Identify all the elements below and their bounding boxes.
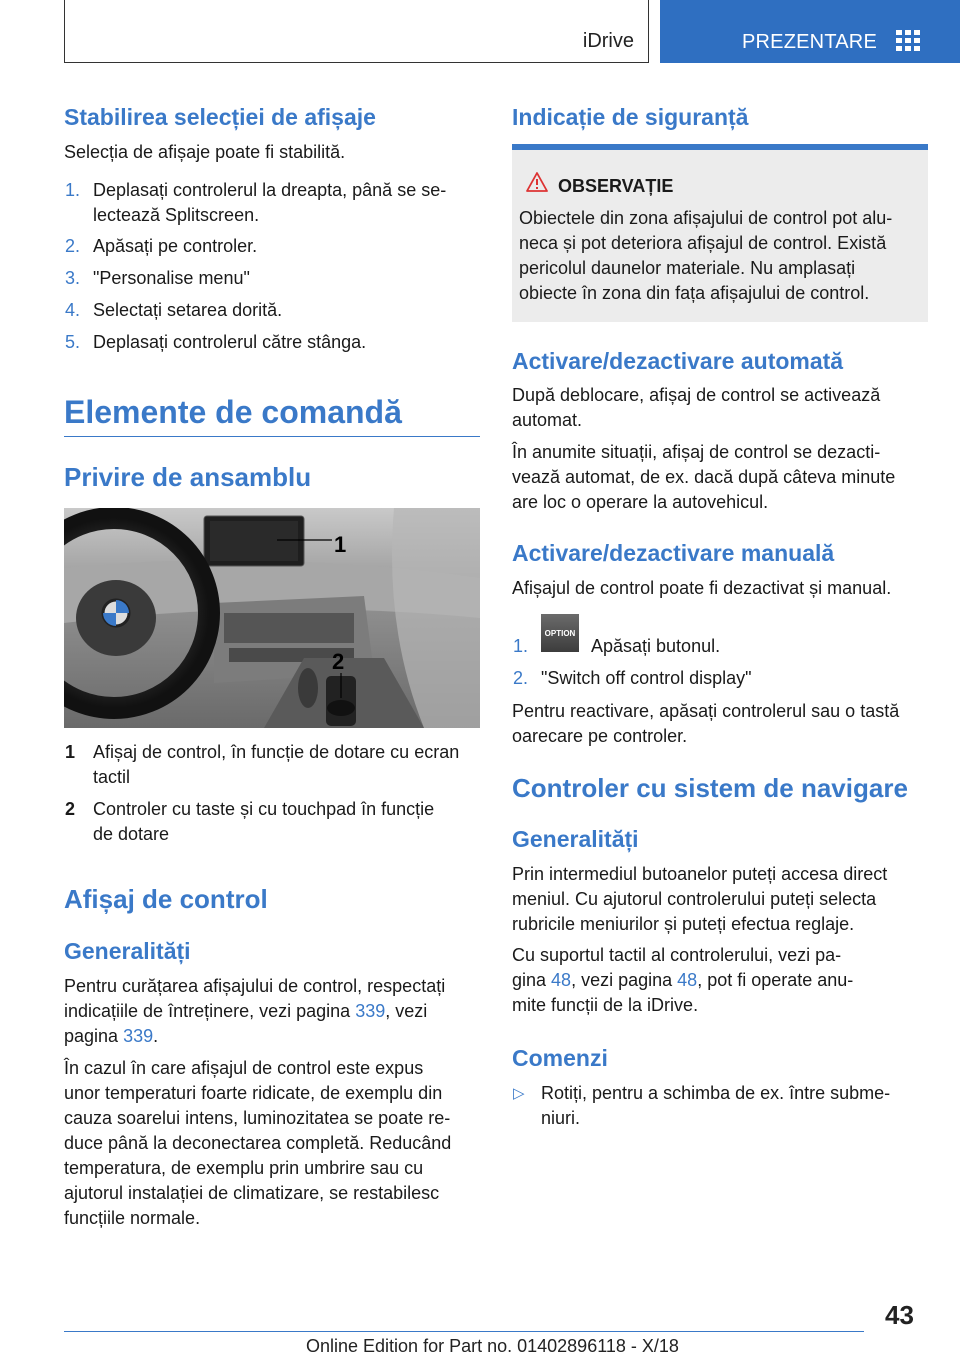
step-number: 1. bbox=[65, 180, 81, 200]
heading-comenzi: Comenzi bbox=[512, 1045, 608, 1071]
warning-title: OBSERVAȚIE bbox=[558, 176, 674, 196]
warning-text bbox=[519, 206, 924, 306]
text-span: indicațiile de întreținere, vezi pagina bbox=[64, 1001, 356, 1021]
callout-2: 2 bbox=[332, 649, 345, 674]
legend-text: Controler cu taste și cu touchpad în funcție bbox=[93, 799, 435, 819]
text-line: vează automat, de ex. dacă după câteva minute bbox=[512, 467, 896, 487]
text-line: După deblocare, afișaj de control se activează bbox=[512, 385, 881, 405]
text-line: are loc o operare la autovehicul. bbox=[512, 492, 769, 512]
step-text: niuri. bbox=[541, 1108, 581, 1128]
text-span: , pot fi operate anu‐ bbox=[697, 970, 854, 990]
heading-generalitati-left: Generalități bbox=[64, 938, 191, 964]
grid-menu-icon bbox=[896, 30, 920, 50]
paragraph-stabilire: Selecția de afișaje poate fi stabilită. bbox=[64, 142, 346, 162]
text-line: mite funcții de la iDrive. bbox=[512, 995, 699, 1015]
paragraph-generalitati-1 bbox=[512, 862, 932, 937]
heading-manual: Activare/dezactivare manuală bbox=[512, 540, 835, 566]
step-text: "Switch off control display" bbox=[541, 668, 752, 688]
text-line: Cu suportul tactil al controlerului, vezi pa‐ bbox=[512, 945, 842, 965]
text-line: neca și pot deteriora afișajul de control. Există bbox=[519, 233, 887, 253]
step-text: Selectați setarea dorită. bbox=[93, 300, 283, 320]
step-number: 4. bbox=[65, 300, 81, 320]
text-span: . bbox=[153, 1026, 159, 1046]
footer-edition: Online Edition for Part no. 01402896118 - X/18 bbox=[306, 1336, 679, 1356]
heading-rule bbox=[64, 436, 480, 437]
text-line: ajutorul instalației de climatizare, se restabilesc bbox=[64, 1183, 440, 1203]
text-line: funcțiile normale. bbox=[64, 1208, 201, 1228]
header-section-box bbox=[64, 0, 649, 63]
heading-privire: Privire de ansamblu bbox=[64, 462, 312, 492]
heading-elemente: Elemente de comandă bbox=[64, 394, 402, 430]
step-number: 1. bbox=[513, 636, 529, 656]
text-line: pericolul daunelor materiale. Nu amplasați bbox=[519, 258, 856, 278]
step-text: Apăsați pe controler. bbox=[93, 236, 258, 256]
text-line: automat. bbox=[512, 410, 583, 430]
warning-icon bbox=[526, 172, 548, 192]
text-line: cauza soarelui intens, luminozitatea se poate re‐ bbox=[64, 1108, 451, 1128]
text-line bbox=[64, 999, 484, 1024]
heading-controler: Controler cu sistem de navigare bbox=[512, 773, 908, 803]
option-button-icon[interactable]: OPTION bbox=[541, 614, 579, 652]
step-number: 2. bbox=[65, 236, 81, 256]
text-line: În anumite situații, afișaj de control se dezacti‐ bbox=[512, 442, 881, 462]
paragraph-auto-2 bbox=[512, 440, 932, 515]
text-line: oarecare pe controler. bbox=[512, 726, 688, 746]
text-line bbox=[512, 968, 932, 993]
text-line: Prin intermediul butoanelor puteți accesa direct bbox=[512, 864, 888, 884]
legend-number: 1 bbox=[65, 742, 76, 762]
step-text: Apăsați butonul. bbox=[591, 636, 721, 656]
header-chapter-title: PREZENTARE bbox=[742, 31, 877, 53]
text-line: meniul. Cu ajutorul controlerului puteți selecta bbox=[512, 889, 877, 909]
text-line: Obiectele din zona afișajului de control pot alu‐ bbox=[519, 208, 893, 228]
page-link[interactable]: 339 bbox=[355, 1001, 386, 1021]
page-link[interactable]: 339 bbox=[123, 1026, 154, 1046]
step-number: 2. bbox=[513, 668, 529, 688]
heading-generalitati-right: Generalități bbox=[512, 826, 639, 852]
step-number: 3. bbox=[65, 268, 81, 288]
text-line: Pentru reactivare, apăsați controlerul sau o tastă bbox=[512, 701, 900, 721]
paragraph-curatare bbox=[64, 974, 484, 1049]
footer-rule bbox=[64, 1331, 864, 1332]
heading-auto: Activare/dezactivare automată bbox=[512, 348, 844, 374]
page-link[interactable]: 48 bbox=[551, 970, 572, 990]
cockpit-illustration bbox=[64, 508, 480, 728]
step-text: Deplasați controlerul către stânga. bbox=[93, 332, 367, 352]
heading-stabilire: Stabilirea selecției de afișaje bbox=[64, 104, 376, 130]
step-text: Deplasați controlerul la dreapta, până se se‐ bbox=[93, 180, 447, 200]
text-line: temperatura, de exemplu prin umbrire sau cu bbox=[64, 1158, 424, 1178]
bullet-triangle-icon: ▷ bbox=[513, 1085, 525, 1102]
legend-text: de dotare bbox=[93, 824, 170, 844]
paragraph-generalitati-2 bbox=[512, 943, 932, 1018]
paragraph-reactivare bbox=[512, 699, 932, 749]
text-line: În cazul în care afișajul de control este expus bbox=[64, 1058, 424, 1078]
cockpit-photo bbox=[64, 508, 480, 728]
header-section-title: iDrive bbox=[582, 30, 634, 52]
paragraph-temperaturi bbox=[64, 1056, 484, 1231]
text-line: unor temperaturi foarte ridicate, de exemplu din bbox=[64, 1083, 443, 1103]
step-number: 5. bbox=[65, 332, 81, 352]
text-line: obiecte în zona din fața afișajului de control. bbox=[519, 283, 870, 303]
text-line: Pentru curățarea afișajului de control, respectați bbox=[64, 976, 446, 996]
text-span: , vezi pagina bbox=[571, 970, 678, 990]
step-text: lectează Splitscreen. bbox=[93, 205, 260, 225]
text-span: , vezi bbox=[385, 1001, 428, 1021]
text-line: rubricile meniurilor și puteți efectua reglaje. bbox=[512, 914, 855, 934]
text-span: pagina bbox=[64, 1026, 124, 1046]
warning-box bbox=[512, 144, 928, 322]
header-chapter-tab[interactable] bbox=[660, 0, 960, 63]
paragraph-auto-1 bbox=[512, 383, 932, 433]
legend-text: Afișaj de control, în funcție de dotare cu ecran bbox=[93, 742, 460, 762]
text-line: duce până la deconectarea completă. Reducând bbox=[64, 1133, 452, 1153]
legend-number: 2 bbox=[65, 799, 76, 819]
step-text: "Personalise menu" bbox=[93, 268, 250, 288]
legend-text: tactil bbox=[93, 767, 131, 787]
callout-1: 1 bbox=[334, 532, 347, 557]
step-text: Rotiți, pentru a schimba de ex. între subme‐ bbox=[541, 1083, 891, 1103]
heading-afisaj: Afișaj de control bbox=[64, 884, 268, 914]
page-link[interactable]: 48 bbox=[677, 970, 698, 990]
heading-indicatie: Indicație de siguranță bbox=[512, 104, 749, 130]
paragraph-manual: Afișajul de control poate fi dezactivat și manual. bbox=[512, 578, 892, 598]
text-line bbox=[64, 1024, 484, 1049]
page-number: 43 bbox=[885, 1300, 914, 1330]
text-span: gina bbox=[512, 970, 552, 990]
